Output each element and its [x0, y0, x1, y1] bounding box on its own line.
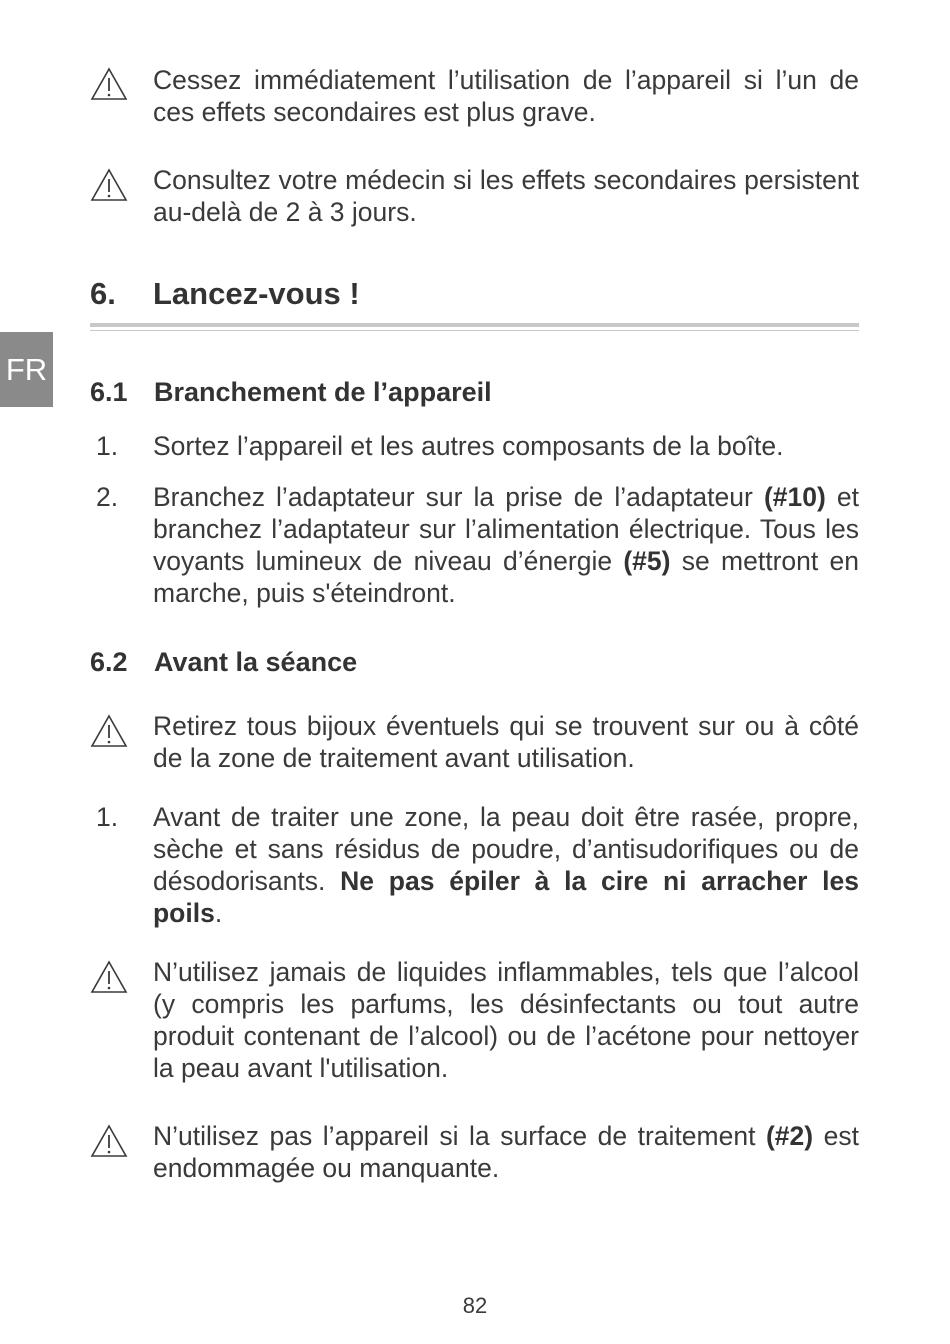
- warning-triangle-icon: [89, 167, 129, 203]
- section-divider: [90, 323, 859, 327]
- emphasis-bold: Ne pas épiler à la cire ni arracher les poils: [153, 866, 859, 928]
- list-number: 1.: [96, 802, 119, 832]
- list-number: 2.: [96, 482, 119, 512]
- warning-text: Retirez tous bijoux éventuels qui se trouvent sur ou à côté de la zone de traitement avant utilisation.: [153, 711, 859, 773]
- subsection-number: 6.1: [90, 377, 128, 407]
- reference-bold: (#2): [765, 1121, 814, 1151]
- warning-triangle-icon: [89, 66, 129, 102]
- list-number: 1.: [96, 431, 119, 461]
- warning-triangle-icon: [89, 959, 129, 995]
- subsection-title: Avant la séance: [154, 647, 358, 677]
- subsection-number: 6.2: [90, 647, 128, 677]
- list-item-text: Branchez l’adaptateur sur la prise de l’adaptateur (#10) et branchez l’adaptateur sur l’alimentation électrique. Tous les voyants lumineux de niveau d’énergie (#5) se mettront en marche, puis s'éteindront.: [153, 482, 860, 608]
- section-title: Lancez-vous !: [153, 276, 360, 311]
- reference-bold: (#5): [623, 546, 671, 576]
- warning-text: Consultez votre médecin si les effets secondaires persistent au-delà de 2 à 3 jours.: [153, 165, 859, 227]
- section-number: 6.: [90, 276, 116, 311]
- subsection-title: Branchement de l’appareil: [154, 377, 492, 407]
- list-item-text: Sortez l’appareil et les autres composants de la boîte.: [153, 431, 784, 461]
- warning-text: Cessez immédiatement l’utilisation de l’appareil si l’un de ces effets secondaires est plus grave.: [153, 65, 859, 127]
- warning-text: N’utilisez pas l’appareil si la surface de traitement (#2) est endommagée ou manquante.: [153, 1121, 859, 1183]
- warning-text: N’utilisez jamais de liquides inflammables, tels que l’alcool (y compris les parfums, les désinfectants ou tout autre produit contenant de l’alcool) ou de l’acétone pour nettoyer la peau avant l'utilisation.: [153, 957, 859, 1083]
- section-divider-thin: [90, 330, 859, 331]
- warning-triangle-icon: [89, 713, 129, 749]
- page-number: 82: [462, 1293, 488, 1318]
- list-item-text: Avant de traiter une zone, la peau doit être rasée, propre, sèche et sans résidus de poudre, d’antisudorifiques ou de désodorisants. Ne pas épiler à la cire ni arracher les poils.: [153, 802, 859, 928]
- reference-bold: (#10): [763, 482, 826, 512]
- warning-triangle-icon: [89, 1123, 129, 1159]
- language-tab: FR: [0, 332, 53, 407]
